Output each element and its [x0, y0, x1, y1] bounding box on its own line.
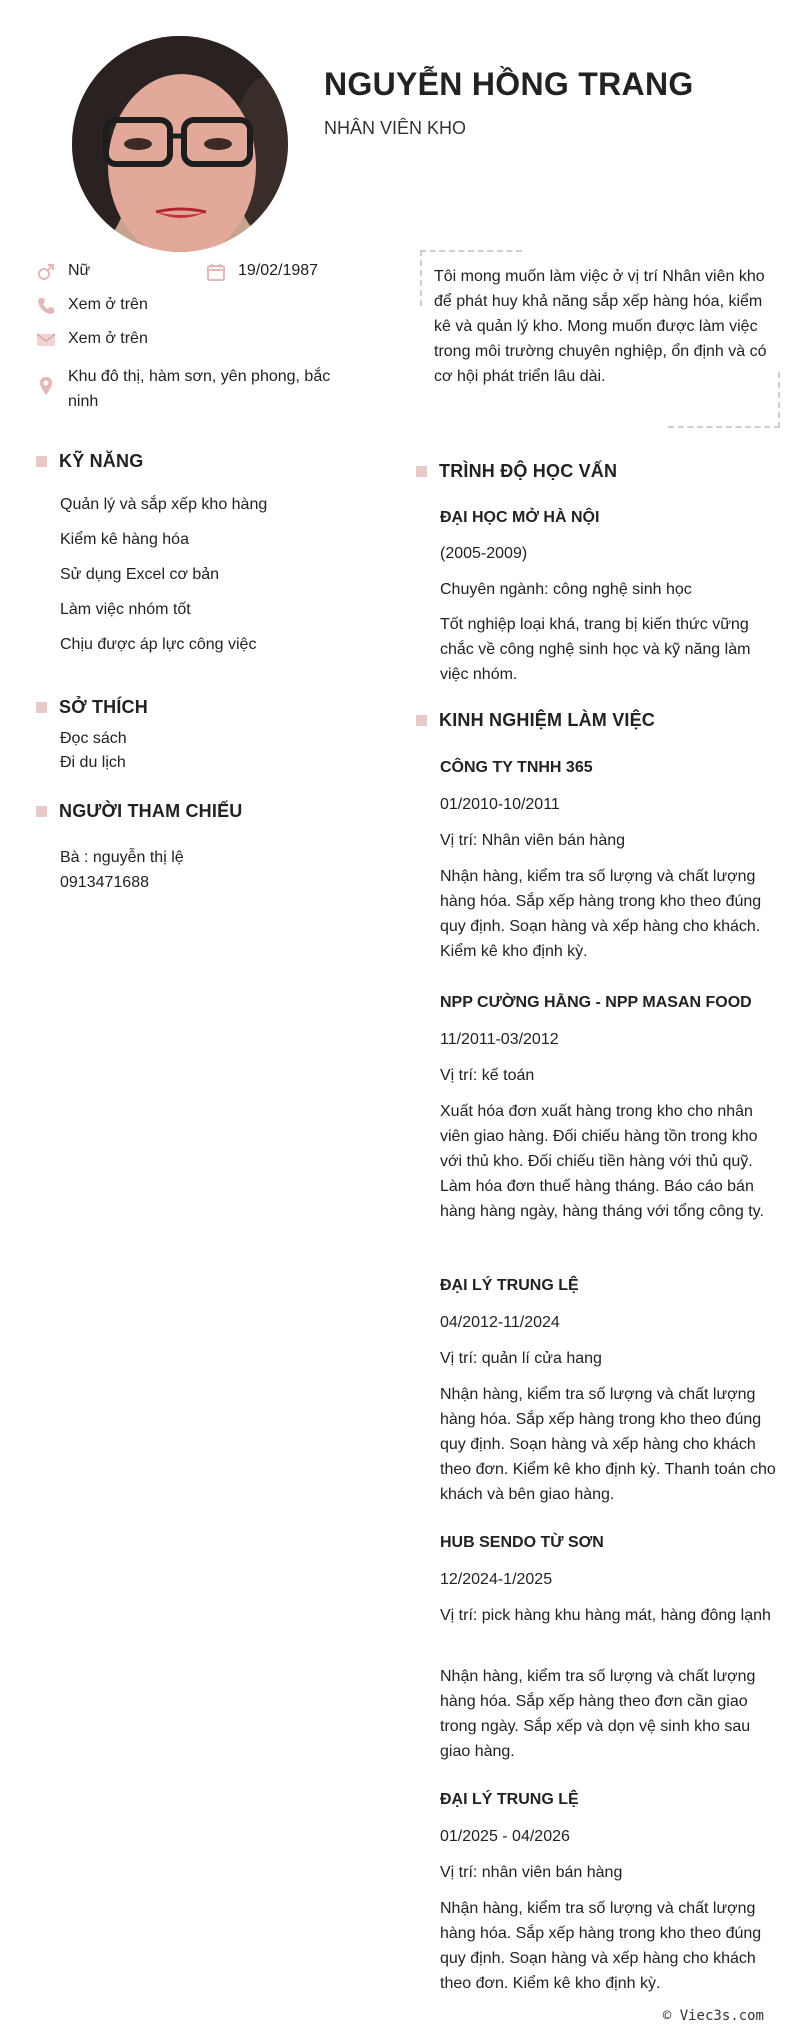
list-item: Đi du lịch — [60, 754, 126, 771]
phone-value: Xem ở trên — [68, 296, 148, 313]
job-position: Vị trí: kế toán — [440, 1067, 535, 1084]
job-title: NHÂN VIÊN KHO — [324, 118, 467, 138]
job-position: Vị trí: quản lí cửa hang — [440, 1350, 602, 1367]
skills-heading — [36, 451, 143, 472]
avatar-photo — [72, 36, 288, 252]
location-icon — [36, 364, 58, 386]
education-heading — [416, 461, 617, 482]
job-position: Vị trí: Nhân viên bán hàng — [440, 832, 626, 849]
education-major: Chuyên ngành: công nghệ sinh học — [440, 581, 692, 598]
hobbies-heading — [36, 697, 148, 718]
job-period: 12/2024-1/2025 — [440, 1571, 553, 1588]
job-company: ĐẠI LÝ TRUNG LỆ — [440, 1791, 579, 1808]
job-company: ĐẠI LÝ TRUNG LỆ — [440, 1277, 579, 1294]
job-period: 11/2011-03/2012 — [440, 1031, 559, 1048]
section-marker — [36, 456, 47, 467]
calendar-icon — [206, 262, 228, 284]
objective-text: Tôi mong muốn làm việc ở vị trí Nhân viên kho để phát huy khả năng sắp xếp hàng hóa, kiểm kê và quản lý kho. Mong muốn được làm việc trong môi trường chuyên nghiệp, ổn định và có cơ hội phát triển lâu dài. — [434, 268, 767, 385]
job-period: 04/2012-11/2024 — [440, 1314, 560, 1331]
experience-title: KINH NGHIỆM LÀM VIỆC — [439, 710, 656, 730]
job-period: 01/2010-10/2011 — [440, 796, 560, 813]
section-marker — [36, 702, 47, 713]
education-school: ĐẠI HỌC MỞ HÀ NỘI — [440, 509, 600, 526]
phone-row — [36, 296, 148, 318]
references-heading — [36, 801, 242, 822]
section-marker — [416, 466, 427, 477]
education-description: Tốt nghiệp loại khá, trang bị kiến thức vững chắc về công nghệ sinh học và kỹ năng làm việc nhóm. — [440, 616, 751, 683]
job-company: NPP CƯỜNG HẰNG - NPP MASAN FOOD — [440, 994, 752, 1011]
email-icon — [36, 330, 58, 352]
references-title: NGƯỜI THAM CHIẾU — [59, 801, 243, 821]
hobbies-list — [60, 727, 127, 775]
birthday-row — [206, 262, 318, 284]
job-position: Vị trí: nhân viên bán hàng — [440, 1864, 623, 1881]
gender-row — [36, 262, 90, 284]
address-value: Khu đô thị, hàm sơn, yên phong, bắc ninh — [68, 368, 331, 410]
job-position: Vị trí: pick hàng khu hàng mát, hàng đông lạnh — [440, 1607, 771, 1624]
skills-title: KỸ NĂNG — [59, 451, 144, 471]
job-description: Nhận hàng, kiểm tra số lượng và chất lượng hàng hóa. Sắp xếp hàng trong kho theo đúng quy định. Soạn hàng và xếp hàng cho khách. Kiểm kê kho định kỳ. — [440, 868, 762, 960]
footer-watermark: © Viec3s.com — [662, 2008, 764, 2024]
job-description: Nhận hàng, kiểm tra số lượng và chất lượng hàng hóa. Sắp xếp hàng trong kho theo đúng quy định. Soạn hàng và xếp hàng cho khách theo đơn. Kiểm kê kho định kỳ. — [440, 1900, 762, 1992]
career-objective — [420, 250, 780, 428]
address-row — [36, 364, 346, 414]
reference-name: Bà : nguyễn thị lệ — [60, 849, 184, 866]
education-title: TRÌNH ĐỘ HỌC VẤN — [439, 461, 618, 481]
job-description: Nhận hàng, kiểm tra số lượng và chất lượng hàng hóa. Sắp xếp hàng trong kho theo đúng quy định. Soạn hàng và xếp hàng cho khách theo đơn. Kiểm kê kho định kỳ. Thanh toán cho khách và bên giao hàng. — [440, 1386, 776, 1503]
email-row — [36, 330, 148, 352]
education-period: (2005-2009) — [440, 545, 528, 562]
list-item: Chịu được áp lực công việc — [60, 636, 257, 653]
list-item: Quản lý và sắp xếp kho hàng — [60, 496, 268, 513]
job-company: HUB SENDO TỪ SƠN — [440, 1534, 604, 1551]
candidate-name: NGUYỄN HỒNG TRANG — [324, 66, 694, 102]
email-value: Xem ở trên — [68, 330, 148, 347]
section-marker — [36, 806, 47, 817]
hobbies-title: SỞ THÍCH — [59, 697, 148, 717]
gender-value: Nữ — [68, 262, 91, 279]
job-description: Xuất hóa đơn xuất hàng trong kho cho nhân viên giao hàng. Đối chiếu hàng tồn trong kho với thủ kho. Đối chiếu tiền hàng với thủ quỹ. Làm hóa đơn thuế hàng tháng. Báo cáo bán hàng hàng ngày, hàng tháng với tổng công ty. — [440, 1103, 764, 1220]
experience-heading — [416, 710, 655, 731]
reference-phone: 0913471688 — [60, 874, 149, 891]
job-company: CÔNG TY TNHH 365 — [440, 759, 593, 776]
list-item: Đọc sách — [60, 730, 127, 747]
list-item: Kiểm kê hàng hóa — [60, 531, 189, 548]
phone-icon — [36, 296, 58, 318]
avatar — [72, 36, 288, 252]
job-description: Nhận hàng, kiểm tra số lượng và chất lượng hàng hóa. Sắp xếp hàng theo đơn cần giao trong ngày. Sắp xếp và dọn vệ sinh kho sau giao hàng. — [440, 1668, 756, 1760]
birthday-value: 19/02/1987 — [238, 262, 319, 279]
skills-list — [60, 494, 267, 669]
gender-icon — [36, 262, 58, 284]
reference-info — [60, 845, 184, 895]
section-marker — [416, 715, 427, 726]
list-item: Làm việc nhóm tốt — [60, 601, 191, 618]
list-item: Sử dụng Excel cơ bản — [60, 566, 220, 583]
job-period: 01/2025 - 04/2026 — [440, 1828, 570, 1845]
